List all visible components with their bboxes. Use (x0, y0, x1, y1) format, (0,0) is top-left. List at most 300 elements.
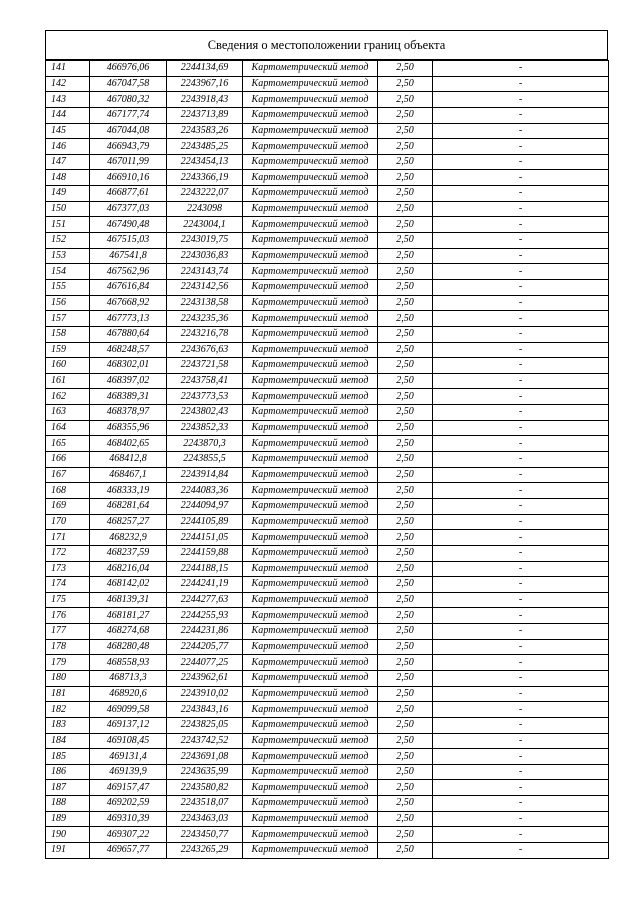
point-number-cell: 155 (46, 279, 90, 295)
y-coordinate-cell: 2243721,58 (167, 358, 243, 374)
table-row (46, 139, 609, 155)
accuracy-cell: 2,50 (378, 467, 433, 483)
point-number-cell: 170 (46, 514, 90, 530)
table-row (46, 592, 609, 608)
y-coordinate-cell: 2243235,36 (167, 311, 243, 327)
x-coordinate-cell: 469307,22 (90, 827, 167, 843)
method-cell: Картометрический метод (243, 76, 378, 92)
point-number-cell: 171 (46, 530, 90, 546)
point-number-cell: 177 (46, 624, 90, 640)
description-cell: - (433, 186, 609, 202)
accuracy-cell: 2,50 (378, 624, 433, 640)
point-number-cell: 153 (46, 248, 90, 264)
method-cell: Картометрический метод (243, 624, 378, 640)
point-number-cell: 163 (46, 405, 90, 421)
table-row (46, 717, 609, 733)
point-number-cell: 178 (46, 639, 90, 655)
method-cell: Картометрический метод (243, 92, 378, 108)
description-cell: - (433, 201, 609, 217)
description-cell: - (433, 358, 609, 374)
table-row (46, 295, 609, 311)
table-row (46, 483, 609, 499)
y-coordinate-cell: 2243773,53 (167, 389, 243, 405)
x-coordinate-cell: 467515,03 (90, 233, 167, 249)
y-coordinate-cell: 2243485,25 (167, 139, 243, 155)
description-cell: - (433, 436, 609, 452)
description-cell: - (433, 420, 609, 436)
point-number-cell: 180 (46, 670, 90, 686)
y-coordinate-cell: 2243450,77 (167, 827, 243, 843)
accuracy-cell: 2,50 (378, 405, 433, 421)
method-cell: Картометрический метод (243, 170, 378, 186)
description-cell: - (433, 248, 609, 264)
point-number-cell: 152 (46, 233, 90, 249)
accuracy-cell: 2,50 (378, 201, 433, 217)
description-cell: - (433, 717, 609, 733)
y-coordinate-cell: 2244231,86 (167, 624, 243, 640)
table-row (46, 186, 609, 202)
point-number-cell: 143 (46, 92, 90, 108)
method-cell: Картометрический метод (243, 733, 378, 749)
table-row (46, 154, 609, 170)
x-coordinate-cell: 468302,01 (90, 358, 167, 374)
point-number-cell: 161 (46, 373, 90, 389)
method-cell: Картометрический метод (243, 561, 378, 577)
y-coordinate-cell: 2243036,83 (167, 248, 243, 264)
accuracy-cell: 2,50 (378, 436, 433, 452)
table-row (46, 796, 609, 812)
table-row (46, 608, 609, 624)
accuracy-cell: 2,50 (378, 123, 433, 139)
y-coordinate-cell: 2243918,43 (167, 92, 243, 108)
method-cell: Картометрический метод (243, 358, 378, 374)
x-coordinate-cell: 467377,03 (90, 201, 167, 217)
x-coordinate-cell: 467562,96 (90, 264, 167, 280)
table-row (46, 467, 609, 483)
y-coordinate-cell: 2243518,07 (167, 796, 243, 812)
method-cell: Картометрический метод (243, 608, 378, 624)
description-cell: - (433, 843, 609, 859)
y-coordinate-cell: 2243143,74 (167, 264, 243, 280)
x-coordinate-cell: 469108,45 (90, 733, 167, 749)
x-coordinate-cell: 469157,47 (90, 780, 167, 796)
point-number-cell: 159 (46, 342, 90, 358)
method-cell: Картометрический метод (243, 717, 378, 733)
description-cell: - (433, 811, 609, 827)
table-row (46, 498, 609, 514)
method-cell: Картометрический метод (243, 201, 378, 217)
accuracy-cell: 2,50 (378, 843, 433, 859)
description-cell: - (433, 405, 609, 421)
point-number-cell: 187 (46, 780, 90, 796)
method-cell: Картометрический метод (243, 139, 378, 155)
x-coordinate-cell: 468333,19 (90, 483, 167, 499)
description-cell: - (433, 670, 609, 686)
description-cell: - (433, 279, 609, 295)
table-row (46, 545, 609, 561)
y-coordinate-cell: 2243855,5 (167, 452, 243, 468)
method-cell: Картометрический метод (243, 577, 378, 593)
table-row (46, 279, 609, 295)
x-coordinate-cell: 468467,1 (90, 467, 167, 483)
x-coordinate-cell: 466943,79 (90, 139, 167, 155)
table-row (46, 561, 609, 577)
point-number-cell: 190 (46, 827, 90, 843)
point-number-cell: 156 (46, 295, 90, 311)
description-cell: - (433, 483, 609, 499)
description-cell: - (433, 217, 609, 233)
method-cell: Картометрический метод (243, 233, 378, 249)
table-row (46, 92, 609, 108)
accuracy-cell: 2,50 (378, 389, 433, 405)
x-coordinate-cell: 467668,92 (90, 295, 167, 311)
description-cell: - (433, 342, 609, 358)
y-coordinate-cell: 2243019,75 (167, 233, 243, 249)
description-cell: - (433, 655, 609, 671)
accuracy-cell: 2,50 (378, 217, 433, 233)
accuracy-cell: 2,50 (378, 139, 433, 155)
y-coordinate-cell: 2243366,19 (167, 170, 243, 186)
y-coordinate-cell: 2244205,77 (167, 639, 243, 655)
x-coordinate-cell: 468402,65 (90, 436, 167, 452)
table-row (46, 405, 609, 421)
y-coordinate-cell: 2243825,05 (167, 717, 243, 733)
method-cell: Картометрический метод (243, 405, 378, 421)
description-cell: - (433, 467, 609, 483)
description-cell: - (433, 295, 609, 311)
accuracy-cell: 2,50 (378, 655, 433, 671)
x-coordinate-cell: 468378,97 (90, 405, 167, 421)
table-row (46, 452, 609, 468)
table-row (46, 342, 609, 358)
table-body (46, 61, 609, 859)
accuracy-cell: 2,50 (378, 733, 433, 749)
point-number-cell: 183 (46, 717, 90, 733)
description-cell: - (433, 170, 609, 186)
accuracy-cell: 2,50 (378, 76, 433, 92)
point-number-cell: 148 (46, 170, 90, 186)
x-coordinate-cell: 468216,04 (90, 561, 167, 577)
method-cell: Картометрический метод (243, 592, 378, 608)
method-cell: Картометрический метод (243, 530, 378, 546)
y-coordinate-cell: 2243852,33 (167, 420, 243, 436)
y-coordinate-cell: 2243138,58 (167, 295, 243, 311)
y-coordinate-cell: 2243265,29 (167, 843, 243, 859)
accuracy-cell: 2,50 (378, 342, 433, 358)
y-coordinate-cell: 2243843,16 (167, 702, 243, 718)
accuracy-cell: 2,50 (378, 233, 433, 249)
x-coordinate-cell: 468397,02 (90, 373, 167, 389)
y-coordinate-cell: 2243962,61 (167, 670, 243, 686)
y-coordinate-cell: 2244094,97 (167, 498, 243, 514)
x-coordinate-cell: 468281,64 (90, 498, 167, 514)
x-coordinate-cell: 467080,32 (90, 92, 167, 108)
accuracy-cell: 2,50 (378, 420, 433, 436)
y-coordinate-cell: 2244241,19 (167, 577, 243, 593)
table-row (46, 107, 609, 123)
x-coordinate-cell: 467047,58 (90, 76, 167, 92)
y-coordinate-cell: 2243583,26 (167, 123, 243, 139)
table-row (46, 780, 609, 796)
table-row (46, 61, 609, 77)
point-number-cell: 175 (46, 592, 90, 608)
y-coordinate-cell: 2243676,63 (167, 342, 243, 358)
point-number-cell: 172 (46, 545, 90, 561)
point-number-cell: 173 (46, 561, 90, 577)
x-coordinate-cell: 468237,59 (90, 545, 167, 561)
coordinates-table (45, 60, 609, 859)
x-coordinate-cell: 468181,27 (90, 608, 167, 624)
point-number-cell: 149 (46, 186, 90, 202)
table-row (46, 764, 609, 780)
description-cell: - (433, 92, 609, 108)
description-cell: - (433, 139, 609, 155)
accuracy-cell: 2,50 (378, 452, 433, 468)
x-coordinate-cell: 469657,77 (90, 843, 167, 859)
x-coordinate-cell: 468248,57 (90, 342, 167, 358)
accuracy-cell: 2,50 (378, 764, 433, 780)
y-coordinate-cell: 2243870,3 (167, 436, 243, 452)
accuracy-cell: 2,50 (378, 749, 433, 765)
method-cell: Картометрический метод (243, 811, 378, 827)
x-coordinate-cell: 467177,74 (90, 107, 167, 123)
table-row (46, 639, 609, 655)
x-coordinate-cell: 467616,84 (90, 279, 167, 295)
accuracy-cell: 2,50 (378, 264, 433, 280)
description-cell: - (433, 577, 609, 593)
description-cell: - (433, 733, 609, 749)
x-coordinate-cell: 467880,64 (90, 326, 167, 342)
method-cell: Картометрический метод (243, 436, 378, 452)
y-coordinate-cell: 2243635,99 (167, 764, 243, 780)
method-cell: Картометрический метод (243, 796, 378, 812)
table-row (46, 217, 609, 233)
description-cell: - (433, 749, 609, 765)
description-cell: - (433, 233, 609, 249)
point-number-cell: 174 (46, 577, 90, 593)
method-cell: Картометрический метод (243, 639, 378, 655)
x-coordinate-cell: 468558,93 (90, 655, 167, 671)
method-cell: Картометрический метод (243, 326, 378, 342)
accuracy-cell: 2,50 (378, 514, 433, 530)
accuracy-cell: 2,50 (378, 311, 433, 327)
accuracy-cell: 2,50 (378, 592, 433, 608)
description-cell: - (433, 498, 609, 514)
method-cell: Картометрический метод (243, 702, 378, 718)
table-row (46, 420, 609, 436)
description-cell: - (433, 326, 609, 342)
table-row (46, 358, 609, 374)
x-coordinate-cell: 467044,08 (90, 123, 167, 139)
table-row (46, 326, 609, 342)
description-cell: - (433, 530, 609, 546)
accuracy-cell: 2,50 (378, 154, 433, 170)
y-coordinate-cell: 2243967,16 (167, 76, 243, 92)
table-row (46, 577, 609, 593)
point-number-cell: 179 (46, 655, 90, 671)
point-number-cell: 145 (46, 123, 90, 139)
y-coordinate-cell: 2244077,25 (167, 655, 243, 671)
method-cell: Картометрический метод (243, 514, 378, 530)
description-cell: - (433, 561, 609, 577)
x-coordinate-cell: 468232,9 (90, 530, 167, 546)
x-coordinate-cell: 467490,48 (90, 217, 167, 233)
x-coordinate-cell: 469099,58 (90, 702, 167, 718)
method-cell: Картометрический метод (243, 342, 378, 358)
document-sheet (45, 30, 608, 859)
table-row (46, 311, 609, 327)
table-row (46, 733, 609, 749)
x-coordinate-cell: 468713,3 (90, 670, 167, 686)
accuracy-cell: 2,50 (378, 827, 433, 843)
accuracy-cell: 2,50 (378, 373, 433, 389)
y-coordinate-cell: 2243914,84 (167, 467, 243, 483)
accuracy-cell: 2,50 (378, 295, 433, 311)
table-row (46, 514, 609, 530)
table-row (46, 811, 609, 827)
y-coordinate-cell: 2244134,69 (167, 61, 243, 77)
accuracy-cell: 2,50 (378, 545, 433, 561)
y-coordinate-cell: 2243216,78 (167, 326, 243, 342)
x-coordinate-cell: 468142,02 (90, 577, 167, 593)
x-coordinate-cell: 469137,12 (90, 717, 167, 733)
method-cell: Картометрический метод (243, 452, 378, 468)
description-cell: - (433, 154, 609, 170)
point-number-cell: 160 (46, 358, 90, 374)
accuracy-cell: 2,50 (378, 61, 433, 77)
table-row (46, 530, 609, 546)
method-cell: Картометрический метод (243, 780, 378, 796)
description-cell: - (433, 76, 609, 92)
accuracy-cell: 2,50 (378, 248, 433, 264)
y-coordinate-cell: 2243098 (167, 201, 243, 217)
point-number-cell: 150 (46, 201, 90, 217)
x-coordinate-cell: 467773,13 (90, 311, 167, 327)
y-coordinate-cell: 2244188,15 (167, 561, 243, 577)
accuracy-cell: 2,50 (378, 92, 433, 108)
x-coordinate-cell: 467011,99 (90, 154, 167, 170)
table-row (46, 686, 609, 702)
x-coordinate-cell: 469131,4 (90, 749, 167, 765)
point-number-cell: 176 (46, 608, 90, 624)
point-number-cell: 162 (46, 389, 90, 405)
description-cell: - (433, 545, 609, 561)
x-coordinate-cell: 469139,9 (90, 764, 167, 780)
table-row (46, 436, 609, 452)
method-cell: Картометрический метод (243, 389, 378, 405)
x-coordinate-cell: 466976,06 (90, 61, 167, 77)
method-cell: Картометрический метод (243, 217, 378, 233)
y-coordinate-cell: 2243691,08 (167, 749, 243, 765)
description-cell: - (433, 702, 609, 718)
table-row (46, 655, 609, 671)
x-coordinate-cell: 468139,31 (90, 592, 167, 608)
description-cell: - (433, 827, 609, 843)
y-coordinate-cell: 2244151,05 (167, 530, 243, 546)
table-row (46, 201, 609, 217)
method-cell: Картометрический метод (243, 498, 378, 514)
point-number-cell: 182 (46, 702, 90, 718)
y-coordinate-cell: 2244083,36 (167, 483, 243, 499)
description-cell: - (433, 107, 609, 123)
method-cell: Картометрический метод (243, 123, 378, 139)
point-number-cell: 168 (46, 483, 90, 499)
description-cell: - (433, 639, 609, 655)
x-coordinate-cell: 468257,27 (90, 514, 167, 530)
method-cell: Картометрический метод (243, 154, 378, 170)
method-cell: Картометрический метод (243, 827, 378, 843)
method-cell: Картометрический метод (243, 311, 378, 327)
accuracy-cell: 2,50 (378, 670, 433, 686)
point-number-cell: 151 (46, 217, 90, 233)
y-coordinate-cell: 2243713,89 (167, 107, 243, 123)
point-number-cell: 146 (46, 139, 90, 155)
y-coordinate-cell: 2244159,88 (167, 545, 243, 561)
x-coordinate-cell: 469202,59 (90, 796, 167, 812)
table-row (46, 233, 609, 249)
point-number-cell: 165 (46, 436, 90, 452)
y-coordinate-cell: 2243004,1 (167, 217, 243, 233)
description-cell: - (433, 373, 609, 389)
point-number-cell: 186 (46, 764, 90, 780)
method-cell: Картометрический метод (243, 749, 378, 765)
table-row (46, 264, 609, 280)
point-number-cell: 144 (46, 107, 90, 123)
description-cell: - (433, 61, 609, 77)
description-cell: - (433, 264, 609, 280)
method-cell: Картометрический метод (243, 279, 378, 295)
x-coordinate-cell: 468355,96 (90, 420, 167, 436)
x-coordinate-cell: 466910,16 (90, 170, 167, 186)
accuracy-cell: 2,50 (378, 561, 433, 577)
description-cell: - (433, 389, 609, 405)
description-cell: - (433, 624, 609, 640)
accuracy-cell: 2,50 (378, 686, 433, 702)
y-coordinate-cell: 2243454,13 (167, 154, 243, 170)
method-cell: Картометрический метод (243, 467, 378, 483)
description-cell: - (433, 764, 609, 780)
point-number-cell: 184 (46, 733, 90, 749)
y-coordinate-cell: 2243758,41 (167, 373, 243, 389)
table-row (46, 389, 609, 405)
point-number-cell: 188 (46, 796, 90, 812)
description-cell: - (433, 452, 609, 468)
description-cell: - (433, 123, 609, 139)
table-row (46, 843, 609, 859)
accuracy-cell: 2,50 (378, 279, 433, 295)
x-coordinate-cell: 468274,68 (90, 624, 167, 640)
point-number-cell: 185 (46, 749, 90, 765)
y-coordinate-cell: 2243910,02 (167, 686, 243, 702)
description-cell: - (433, 311, 609, 327)
description-cell: - (433, 796, 609, 812)
method-cell: Картометрический метод (243, 264, 378, 280)
table-row (46, 749, 609, 765)
point-number-cell: 141 (46, 61, 90, 77)
method-cell: Картометрический метод (243, 373, 378, 389)
description-cell: - (433, 514, 609, 530)
y-coordinate-cell: 2243802,43 (167, 405, 243, 421)
accuracy-cell: 2,50 (378, 530, 433, 546)
x-coordinate-cell: 467541,8 (90, 248, 167, 264)
point-number-cell: 169 (46, 498, 90, 514)
table-row (46, 670, 609, 686)
point-number-cell: 166 (46, 452, 90, 468)
accuracy-cell: 2,50 (378, 577, 433, 593)
y-coordinate-cell: 2244105,89 (167, 514, 243, 530)
table-row (46, 76, 609, 92)
y-coordinate-cell: 2243222,07 (167, 186, 243, 202)
